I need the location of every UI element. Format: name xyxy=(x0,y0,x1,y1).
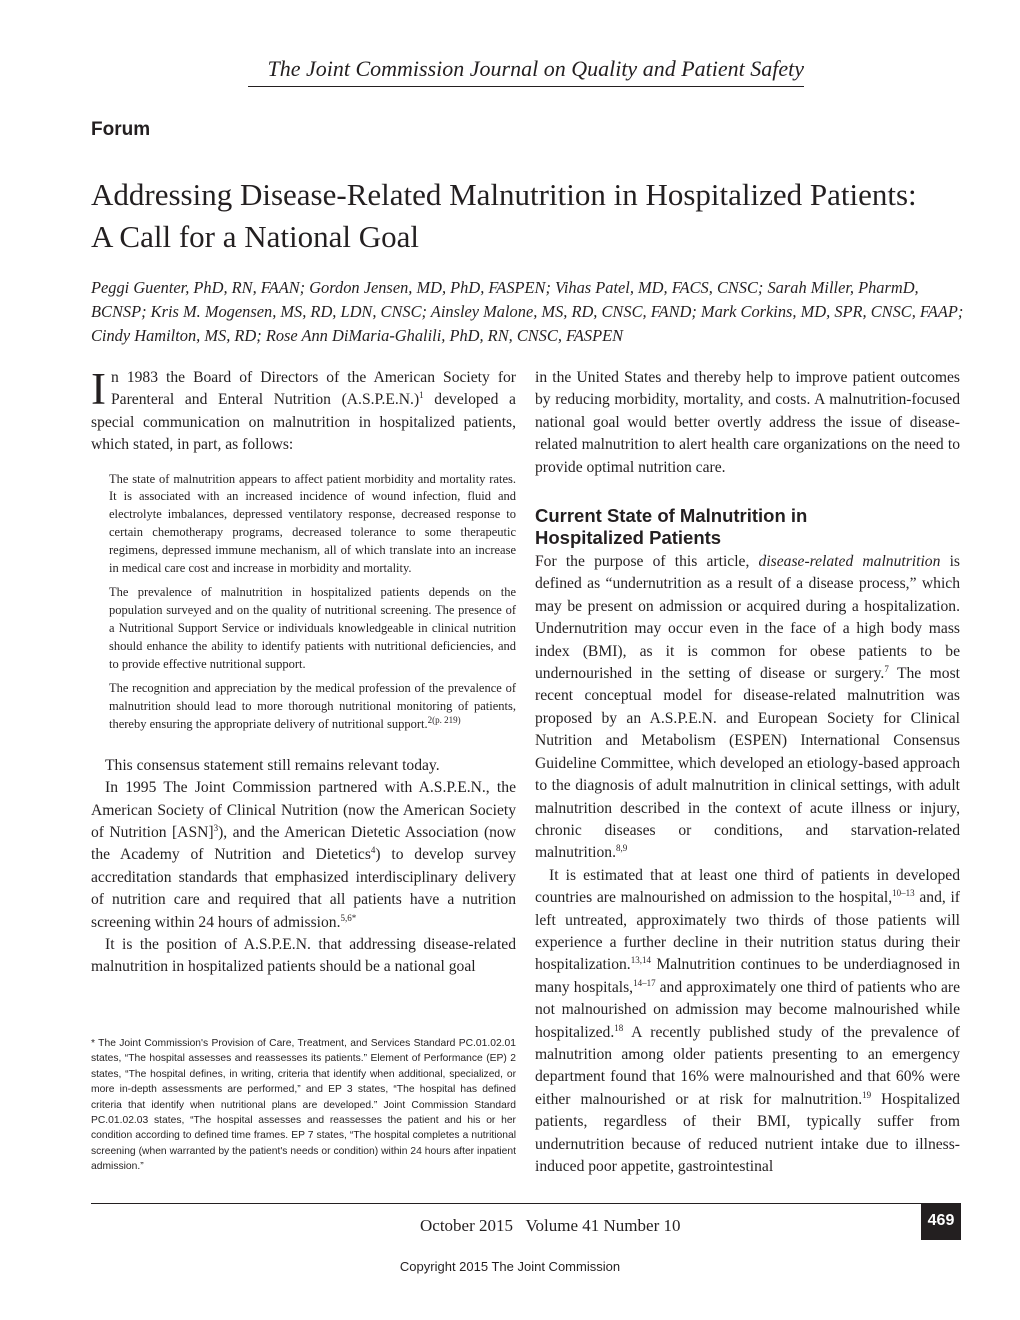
title-line-2: A Call for a National Goal xyxy=(91,219,419,254)
para-text: Malnutrition continues to be underdiagnosed in many hospitals, xyxy=(535,956,960,996)
left-column xyxy=(91,364,516,979)
intro-text-end: developed a special communication on malnutrition in hospitalized patients, which stated, in part, as follows: xyxy=(91,391,516,454)
footnote: * The Joint Commission's Provision of Care, Treatment, and Services Standard PC.01.02.01 states, “The hospital assesses and reassesses its patients.” Element of Performance (EP) 2 states, “The hospital defines, in writing, criteria that identify when additional, specialized, or more in-depth assessments are performed,” and EP 3 states, “The hospital has defined criteria that identify when nutritional plans are developed.” Joint Commission Standard PC.01.02.03 states, “The hospital assesses and reassesses the patient and his or her condition according to defined time frames. EP 7 states, “The hospital completes a nutritional screening (when warranted by the patient's needs or condition) within 24 hours after inpatient admission.” xyxy=(91,1038,516,1173)
reference-marker: 19 xyxy=(862,1089,872,1100)
reference-marker: 18 xyxy=(614,1022,624,1033)
body-paragraph-2 xyxy=(91,777,516,934)
continued-paragraph: in the United States and thereby help to improve patient outcomes by reducing morbidity, mortality, and costs. A malnutrition-focused national goal would better overtly address the issue of disease-related malnutrition to alert health care organizations on the need to provide optimal nutrition care. xyxy=(535,369,960,476)
heading-line-2: Hospitalized Patients xyxy=(535,527,722,549)
journal-title: The Joint Commission Journal on Quality and Patient Safety xyxy=(267,56,804,81)
para-text: For the purpose of this article, xyxy=(535,553,759,571)
body-paragraph-3: It is the position of A.S.P.E.N. that addressing disease-related malnutrition in hospitalized patients should be a national goal xyxy=(91,936,516,976)
body-paragraph-5 xyxy=(535,865,960,1179)
drop-cap: I xyxy=(91,364,106,414)
title-line-1: Addressing Disease-Related Malnutrition in Hospitalized Patients: xyxy=(91,177,917,212)
reference-marker: 14–17 xyxy=(633,977,656,988)
quote-paragraph-1: The state of malnutrition appears to affect patient morbidity and mortality rates. It is associated with an increased incidence of wound infection, fluid and electrolyte imbalances, depressed ventilatory response, decreased response to certain chemotherapy programs, decreased tolerance to some therapeutic regimens, depressed immune mechanism, all of which translate into an increase in medical care cost and increase in morbidity and mortality. xyxy=(109,471,516,575)
section-heading xyxy=(535,505,960,549)
heading-line-1: Current State of Malnutrition in xyxy=(535,505,808,527)
block-quote xyxy=(91,471,516,741)
para-text: ) to develop survey accreditation standards that emphasized interdisciplinary delivery of nutrition care and required that all patients have a nutrition screening within 24 hours of admission. xyxy=(91,846,516,931)
para-text: Hospitalized patients, regardless of their BMI, typically suffer from undernutrition because of reduced nutrient intake due to illness-induced poor appetite, gastrointestinal xyxy=(535,1090,960,1175)
para-text: It is estimated that at least one third of patients in developed countries are malnourished on admission to the hospital, xyxy=(535,866,960,907)
reference-marker: 4 xyxy=(370,845,376,856)
para-text: In 1995 The Joint Commission partnered with A.S.P.E.N., the American Society of Clinical Nutrition (now the American Society of Nutrition [ASN] xyxy=(91,779,516,841)
para-text: The most recent conceptual model for disease-related malnutrition was proposed by an A.S.P.E.N. and European Society for Clinical Nutrition and Metabolism (ESPEN) International Consensus Guideline Committee, which developed an etiology-based approach to the diagnosis of adult malnutrition in clinical settings, with adult malnutrition described in the context of acute illness or injury, chronic diseases or conditions, and starvation-related malnutrition. xyxy=(535,665,961,862)
body-paragraph-1: This consensus statement still remains relevant today. xyxy=(105,756,440,774)
issue-info: October 2015 Volume 41 Number 10 xyxy=(420,1216,681,1235)
reference-marker: 13,14 xyxy=(630,955,651,966)
quote-paragraph-3 xyxy=(109,680,516,740)
section-label: Forum xyxy=(91,119,151,140)
reference-marker: 3 xyxy=(213,822,219,833)
intro-text: n 1983 the Board of Directors of the American Society for Parenteral and Enteral Nutrition (A.S.P.E.N.) xyxy=(111,369,516,409)
reference-marker: 2(p. 219) xyxy=(427,714,461,725)
quote-paragraph-2: The prevalence of malnutrition in hospitalized patients depends on the population surveyed and on the quality of nutritional screening. The presence of a Nutritional Support Service or individuals knowledgeable in clinical nutrition should enhance the ability to identify patients with nutritional deficiencies, and to provide effective nutritional support. xyxy=(109,585,516,671)
reference-marker: 10–13 xyxy=(892,887,915,898)
reference-marker: 5,6* xyxy=(340,912,357,923)
article-title xyxy=(91,174,971,258)
copyright-notice: Copyright 2015 The Joint Commission xyxy=(399,1259,621,1274)
footer-rule xyxy=(91,1203,961,1204)
body-paragraph-4 xyxy=(535,551,960,865)
reference-marker: 7 xyxy=(884,663,889,674)
page-number: 469 xyxy=(921,1204,961,1240)
quote-text: The recognition and appreciation by the medical profession of the prevalence of malnutrition should lead to more thorough nutritional monitoring of patients, thereby ensuring the appropriate delivery of nutritional support. xyxy=(109,681,516,731)
reference-marker: 8,9 xyxy=(616,843,628,854)
para-text: and approximately one third of patients who are not malnourished on admission may become malnourished while hospitalized. xyxy=(535,978,961,1041)
para-text: A recently published study of the prevalence of malnutrition among older patients presenting to an emergency department found that 16% were malnourished and that 60% were either malnourished or at risk for malnutrition. xyxy=(535,1023,960,1108)
header-rule xyxy=(248,86,804,87)
author-list: Peggi Guenter, PhD, RN, FAAN; Gordon Jensen, MD, PhD, FASPEN; Vihas Patel, MD, FACS, CNSC; Sarah Miller, PharmD, BCNSP; Kris M. Mogensen, MS, RD, LDN, CNSC; Ainsley Malone, MS, RD, CNSC, FAND; Mark Corkins, MD, SPR, CNSC, FAAP; Cindy Hamilton, MS, RD; Rose Ann DiMaria-Ghalili, PhD, RN, CNSC, FASPEN xyxy=(91,278,964,345)
para-text: ), and the American Dietetic Association (now the Academy of Nutrition and Dietetics xyxy=(91,824,516,864)
intro-paragraph xyxy=(91,364,516,457)
emphasis-term: disease-related malnutrition xyxy=(758,553,941,571)
para-text: and, if left untreated, approximately two thirds of those patients will experience a further decline in their nutrition status during their hospitalization. xyxy=(535,889,960,974)
reference-marker: 1 xyxy=(419,390,424,401)
right-column xyxy=(535,367,960,1178)
para-text: is defined as “undernutrition as a result of a disease process,” which may be present on admission or acquired during a hospitalization. Undernutrition may occur even in the face of a high body mass index (BMI), as it is common for obese patients to be undernourished in the setting of disease or surgery. xyxy=(535,553,960,683)
